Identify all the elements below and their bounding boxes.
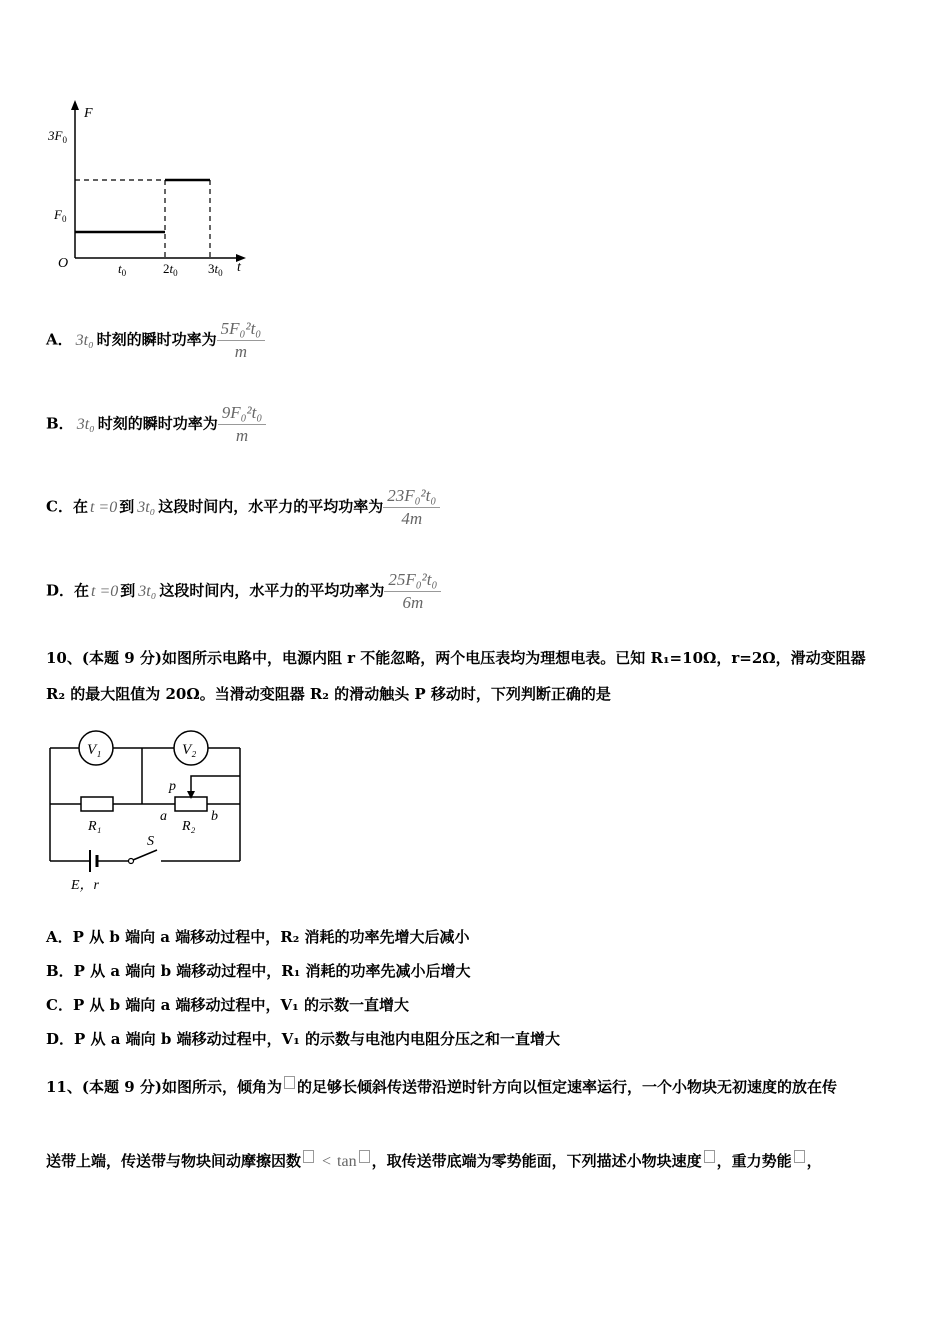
time-value: 3t₀ xyxy=(76,415,95,433)
tan-label: tan xyxy=(337,1153,357,1170)
start-time: t =0 xyxy=(89,498,118,516)
option-mid: 到 xyxy=(119,497,135,516)
v-placeholder-icon xyxy=(704,1150,715,1163)
v2-label: V₂ xyxy=(182,742,197,758)
power-fraction xyxy=(383,485,440,530)
circuit-diagram xyxy=(45,726,255,896)
x-tick-t0: $t_0$ xyxy=(118,261,127,278)
power-fraction xyxy=(384,569,441,614)
force-time-graph xyxy=(40,95,260,280)
power-fraction xyxy=(217,318,266,363)
graph-marks xyxy=(75,180,210,258)
q9-option-a xyxy=(46,318,265,363)
r2-label: R₂ xyxy=(182,819,196,834)
mu-placeholder-icon xyxy=(303,1150,314,1163)
x-tick-3t0: $3t_0$ xyxy=(208,261,223,278)
theta2-placeholder-icon xyxy=(359,1150,370,1163)
q9-option-d xyxy=(46,569,441,614)
power-fraction xyxy=(218,402,267,447)
slider-arrow-icon xyxy=(187,791,195,799)
start-time: t =0 xyxy=(91,582,119,600)
fraction-denominator: m xyxy=(235,426,249,445)
q10-line1: 10、(本题 9 分)如图所示电路中，电源内阻 r 不能忽略，两个电压表均为理想电表。已知 R₁=10Ω，r=2Ω，滑动变阻器 xyxy=(46,649,866,667)
r1-label: R₁ xyxy=(88,819,102,834)
origin-label: O xyxy=(58,256,69,271)
option-label: B． xyxy=(46,414,74,433)
q10-option-a: A．P 从 b 端向 a 端移动过程中，R₂ 消耗的功率先增大后减小 xyxy=(46,928,470,946)
option-label: D． xyxy=(46,581,75,600)
resistor-r1-icon xyxy=(81,797,113,811)
a-label: a xyxy=(160,809,167,824)
fraction-numerator: 23F₀²t₀ xyxy=(383,485,440,508)
x-axis-label: t xyxy=(237,260,241,275)
q10-line2: R₂ 的最大阻值为 20Ω。当滑动变阻器 R₂ 的滑动触头 P 移动时，下列判断正确的是 xyxy=(46,685,611,703)
x-tick-2t0: $2t_0$ xyxy=(163,261,178,278)
less-than: < xyxy=(322,1153,332,1170)
option-label: C． xyxy=(46,497,73,516)
option-text: 这段时间内，水平力的平均功率为 xyxy=(158,497,384,516)
y-tick-3f0: $3F_0$ xyxy=(48,128,67,145)
y-axis-arrow xyxy=(71,100,79,110)
option-prefix: 在 xyxy=(72,497,88,516)
q11-line2-end: ， xyxy=(806,1152,822,1170)
y-tick-f0: $F_0$ xyxy=(54,207,67,224)
option-text: 这段时间内，水平力的平均功率为 xyxy=(159,581,385,600)
q11-line2-start: 送带上端，传送带与物块间动摩擦因数 xyxy=(46,1152,302,1170)
fraction-denominator: m xyxy=(234,342,248,361)
theta-placeholder-icon xyxy=(284,1076,295,1089)
ep-placeholder-icon xyxy=(794,1150,805,1163)
q10-option-d: D．P 从 a 端向 b 端移动过程中，V₁ 的示数与电池内电阻分压之和一直增大 xyxy=(46,1030,561,1048)
q9-option-c xyxy=(46,485,440,530)
time-value: 3t₀ xyxy=(75,331,94,349)
switch-s-icon xyxy=(133,850,157,860)
p-label: p xyxy=(169,779,176,794)
fraction-denominator: 6m xyxy=(402,593,424,612)
q10-option-c: C．P 从 b 端向 a 端移动过程中，V₁ 的示数一直增大 xyxy=(46,996,409,1014)
q11-line2 xyxy=(46,1150,822,1171)
option-text: 时刻的瞬时功率为 xyxy=(97,414,218,433)
option-mid: 到 xyxy=(120,581,136,600)
v1-label: V₁ xyxy=(87,742,102,758)
q11-line2-mid: ，取传送带底端为零势能面，下列描述小物块速度 xyxy=(371,1152,702,1170)
fraction-numerator: 25F₀²t₀ xyxy=(384,569,441,592)
fraction-numerator: 9F₀²t₀ xyxy=(218,402,267,425)
time-value: 3t₀ xyxy=(137,498,156,516)
resistor-r2-icon xyxy=(175,797,207,811)
s-label: S xyxy=(147,834,154,849)
q10-option-b: B．P 从 a 端向 b 端移动过程中，R₁ 消耗的功率先减小后增大 xyxy=(46,962,471,980)
y-axis-label: F xyxy=(84,106,93,121)
q11-line1-start: 11、(本题 9 分)如图所示，倾角为 xyxy=(46,1078,282,1096)
q9-option-b xyxy=(46,402,266,447)
b-label: b xyxy=(211,809,218,824)
option-prefix: 在 xyxy=(74,581,90,600)
q11-line1 xyxy=(46,1076,837,1097)
q11-line1-end: 的足够长倾斜传送带沿逆时针方向以恒定速率运行，一个小物块无初速度的放在传 xyxy=(296,1078,837,1096)
time-value: 3t₀ xyxy=(138,582,157,600)
q11-line2-mid2: ，重力势能 xyxy=(716,1152,792,1170)
fraction-numerator: 5F₀²t₀ xyxy=(217,318,266,341)
option-label: A． xyxy=(46,330,73,349)
fraction-denominator: 4m xyxy=(401,509,423,528)
option-text: 时刻的瞬时功率为 xyxy=(96,330,217,349)
er-label: E，r xyxy=(71,878,99,893)
